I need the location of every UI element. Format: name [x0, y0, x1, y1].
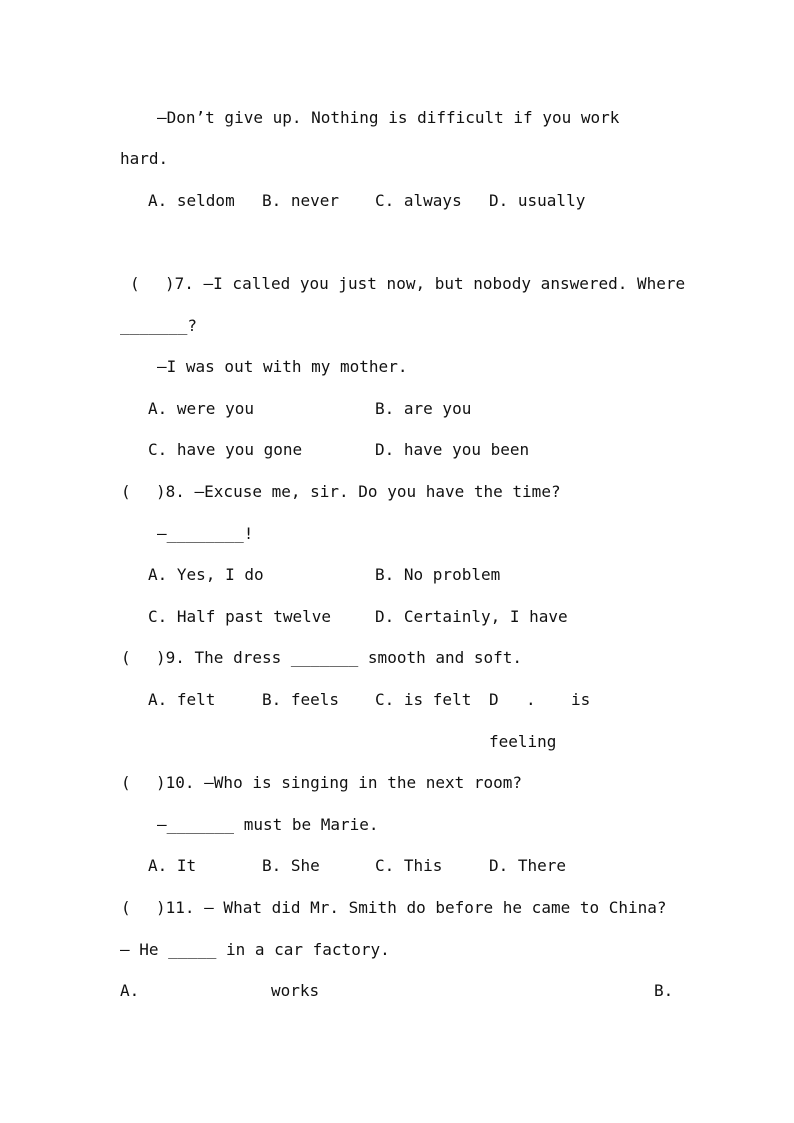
q8-reply: —________! [157, 524, 254, 543]
q9-option-d-dot: . [526, 690, 536, 709]
q8-option-c: C. Half past twelve [148, 607, 332, 626]
q9-option-c: C. is felt [375, 690, 472, 709]
q8-answer-paren: ( [121, 482, 131, 501]
q10-option-c: C. This [375, 856, 443, 875]
q10-option-a: A. It [148, 856, 197, 875]
q7-reply: —I was out with my mother. [157, 357, 408, 376]
q10-answer-paren: ( [121, 773, 131, 792]
q7-answer-paren: ( [130, 274, 140, 293]
q11-reply: — He _____ in a car factory. [120, 940, 390, 959]
q6-option-a: A. seldom [148, 191, 235, 210]
q7-option-d: D. have you been [375, 440, 530, 459]
q9-option-d-is: is [571, 690, 591, 709]
q9-option-b: B. feels [262, 690, 340, 709]
q8-option-d: D. Certainly, I have [375, 607, 568, 626]
q11-stem: )11. — What did Mr. Smith do before he came to China? [156, 898, 667, 917]
q7-option-c: C. have you gone [148, 440, 303, 459]
q7-stem-line2: _______? [120, 316, 198, 335]
q9-stem: )9. The dress _______ smooth and soft. [156, 648, 523, 667]
q8-stem: )8. —Excuse me, sir. Do you have the time? [156, 482, 561, 501]
q11-answer-paren: ( [121, 898, 131, 917]
q10-option-d: D. There [489, 856, 567, 875]
q6-reply-line2: hard. [120, 149, 169, 168]
q8-option-b: B. No problem [375, 565, 501, 584]
q9-option-d-letter: D [489, 690, 499, 709]
q6-option-d: D. usually [489, 191, 586, 210]
q9-option-d-feeling: feeling [489, 732, 557, 751]
q7-option-b: B. are you [375, 399, 472, 418]
q11-option-a-word: works [271, 981, 320, 1000]
q8-option-a: A. Yes, I do [148, 565, 264, 584]
q6-reply-line1: —Don’t give up. Nothing is difficult if you work [157, 108, 620, 127]
q9-option-a: A. felt [148, 690, 216, 709]
q7-option-a: A. were you [148, 399, 254, 418]
q11-option-a-letter: A. [120, 981, 140, 1000]
q7-stem-line1: )7. —I called you just now, but nobody answered. Where [165, 274, 686, 293]
q11-option-b-letter: B. [654, 981, 674, 1000]
q9-answer-paren: ( [121, 648, 131, 667]
q10-option-b: B. She [262, 856, 320, 875]
q10-reply: —_______ must be Marie. [157, 815, 379, 834]
q6-option-b: B. never [262, 191, 340, 210]
q6-option-c: C. always [375, 191, 462, 210]
q10-stem: )10. —Who is singing in the next room? [156, 773, 523, 792]
